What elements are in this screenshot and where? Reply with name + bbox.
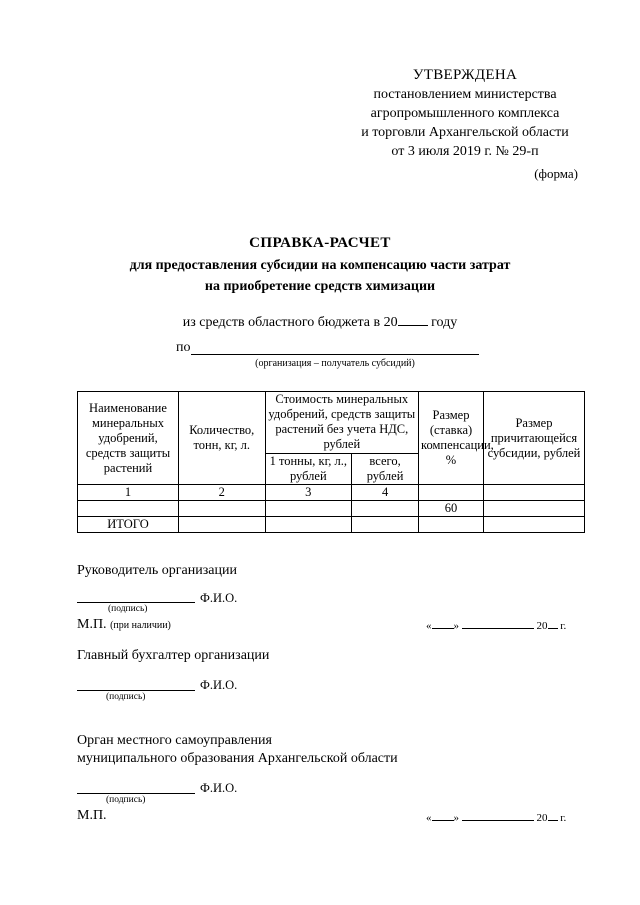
calculation-table bbox=[77, 391, 585, 533]
budget-line bbox=[0, 313, 640, 331]
signature-caption: (подпись) bbox=[106, 692, 146, 702]
table-row bbox=[78, 517, 585, 533]
stamp-label: М.П. bbox=[77, 808, 107, 823]
total-label: ИТОГО bbox=[78, 517, 179, 533]
stamp-label bbox=[77, 617, 171, 633]
rate-cell: 60 bbox=[419, 501, 484, 517]
year-blank bbox=[398, 313, 428, 326]
signature-blank bbox=[77, 793, 195, 794]
form-label: (форма) bbox=[534, 166, 578, 181]
header-cell: Размер (ставка) компенсации, % bbox=[419, 392, 484, 485]
date-field: « » 20 г. bbox=[426, 812, 567, 824]
fio-label: Ф.И.О. bbox=[200, 678, 238, 692]
approval-heading: УТВЕРЖДЕНА bbox=[412, 67, 518, 83]
approval-line: агропромышленного комплекса bbox=[370, 106, 560, 121]
approval-line: постановлением министерства bbox=[373, 87, 557, 102]
signature-blank bbox=[77, 602, 195, 603]
po-label: по bbox=[176, 340, 191, 355]
head-title: Руководитель организации bbox=[77, 563, 237, 578]
table-row bbox=[78, 501, 585, 517]
date-field: « » 20 г. bbox=[426, 620, 567, 632]
header-cell: Количество, тонн, кг, л. bbox=[178, 392, 265, 485]
number-cell: 3 bbox=[265, 485, 352, 501]
signature-blank bbox=[77, 690, 195, 691]
approval-block bbox=[330, 66, 600, 161]
stamp-text: М.П. bbox=[77, 617, 107, 632]
stamp-note: (при наличии) bbox=[110, 620, 171, 631]
number-cell: 4 bbox=[352, 485, 419, 501]
document-subtitle: для предоставления субсидии на компенсацию части затрат bbox=[129, 258, 511, 273]
signature-caption: (подпись) bbox=[108, 604, 148, 614]
header-cell: Наименование минеральных удобрений, средств защиты растений bbox=[78, 392, 179, 485]
table-row bbox=[78, 485, 585, 501]
organization-caption: (организация – получатель субсидий) bbox=[255, 358, 415, 369]
number-cell: 2 bbox=[178, 485, 265, 501]
number-cell bbox=[483, 485, 584, 501]
number-cell: 1 bbox=[78, 485, 179, 501]
signature-caption: (подпись) bbox=[106, 795, 146, 805]
header-cell: всего, рублей bbox=[352, 453, 419, 484]
header-cell: Размер причитающейся субсидии, рублей bbox=[483, 392, 584, 485]
header-cell: Стоимость минеральных удобрений, средств защиты растений без учета НДС, рублей bbox=[265, 392, 419, 454]
budget-suffix: году bbox=[427, 315, 458, 330]
accountant-title: Главный бухгалтер организации bbox=[77, 648, 270, 663]
document-subtitle: на приобретение средств химизации bbox=[204, 279, 436, 294]
municipal-title: муниципального образования Архангельской области bbox=[77, 751, 398, 766]
fio-label: Ф.И.О. bbox=[200, 591, 238, 605]
organization-blank bbox=[191, 354, 479, 355]
document-title: СПРАВКА-РАСЧЕТ bbox=[249, 235, 391, 251]
approval-line: от 3 июля 2019 г. № 29-п bbox=[391, 144, 539, 159]
fio-label: Ф.И.О. bbox=[200, 781, 238, 795]
municipal-title: Орган местного самоуправления bbox=[77, 733, 272, 748]
approval-line: и торговли Архангельской области bbox=[361, 125, 569, 140]
number-cell bbox=[419, 485, 484, 501]
header-cell: 1 тонны, кг, л., рублей bbox=[265, 453, 352, 484]
budget-prefix: из средств областного бюджета в 20 bbox=[182, 315, 398, 330]
